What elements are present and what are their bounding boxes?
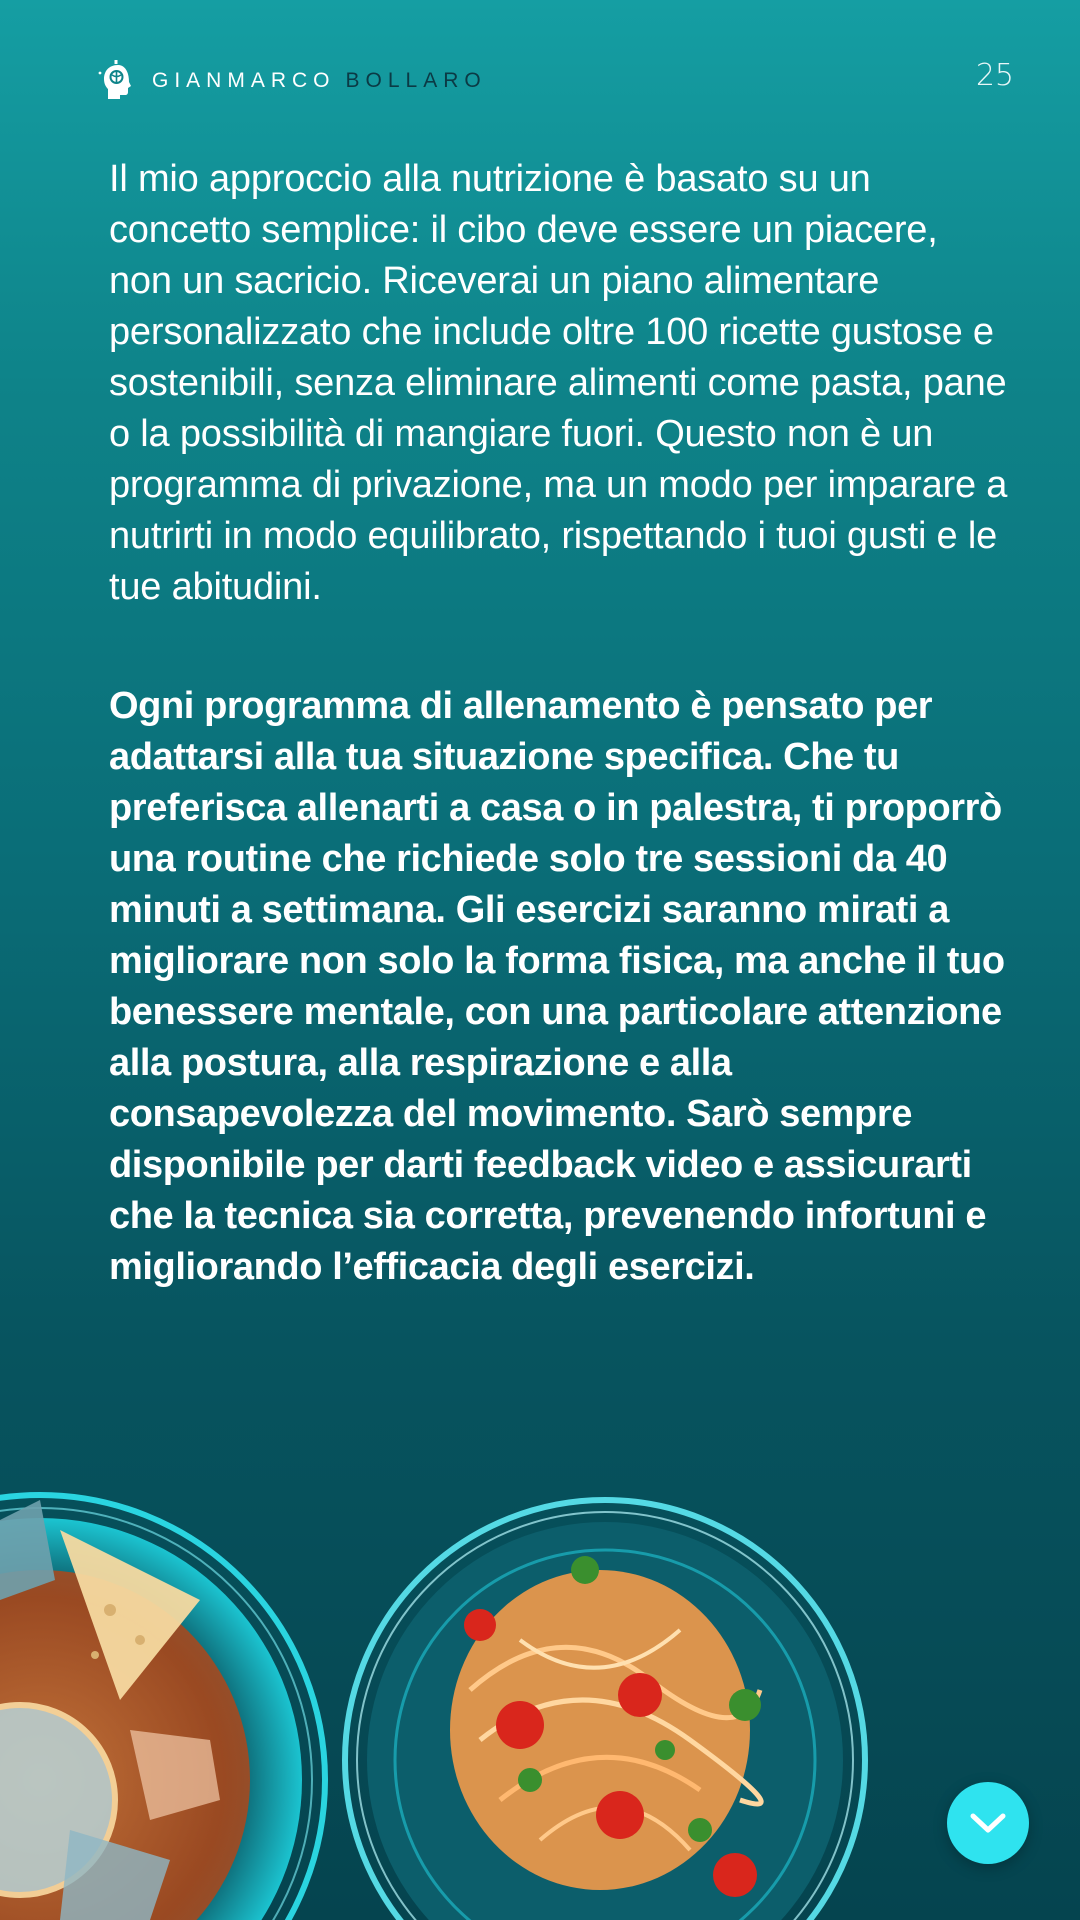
chevron-down-icon [968, 1810, 1008, 1836]
cheese-plate-illustration [0, 1495, 325, 1920]
brand-first-name: GIANMARCO [152, 69, 336, 92]
training-paragraph: Ogni programma di allenamento è pensato per adattarsi alla tua situazione specifica. Che tu preferisca allenarti a casa o in palestra, ti proporrò una routine che richiede solo tre sessioni da 40 minuti a settimana. Gli esercizi saranno mirati a migliorare non solo la forma fisica, ma anche il tuo benessere mentale, con una particolare attenzione alla postura, alla respirazione e alla consapevolezza del movimento. Sarò sempre disponibile per darti feedback video e assicurarti che la tecnica sia corretta, prevenendo infortuni e migliorando l’efficacia degli esercizi. [109, 685, 1005, 1288]
food-plates-illustration [0, 1440, 1080, 1920]
page-header [98, 56, 1014, 106]
main-content [109, 154, 1009, 1293]
brand [98, 56, 487, 106]
brand-last-name: BOLLARO [345, 69, 487, 92]
page-number: 25 [975, 58, 1014, 93]
spaghetti-plate-illustration [345, 1500, 865, 1920]
scroll-down-button[interactable] [947, 1782, 1029, 1864]
head-brain-icon [98, 59, 138, 103]
nutrition-paragraph: Il mio approccio alla nutrizione è basato su un concetto semplice: il cibo deve essere un piacere, non un sacricio. Riceverai un piano alimentare personalizzato che include oltre 100 ricette gustose e sostenibili, senza eliminare alimenti come pasta, pane o la possibilità di mangiare fuori. Questo non è un programma di privazione, ma un modo per imparare a nutrirti in modo equilibrato, rispettando i tuoi gusti e le tue abitudini. [109, 158, 1008, 608]
